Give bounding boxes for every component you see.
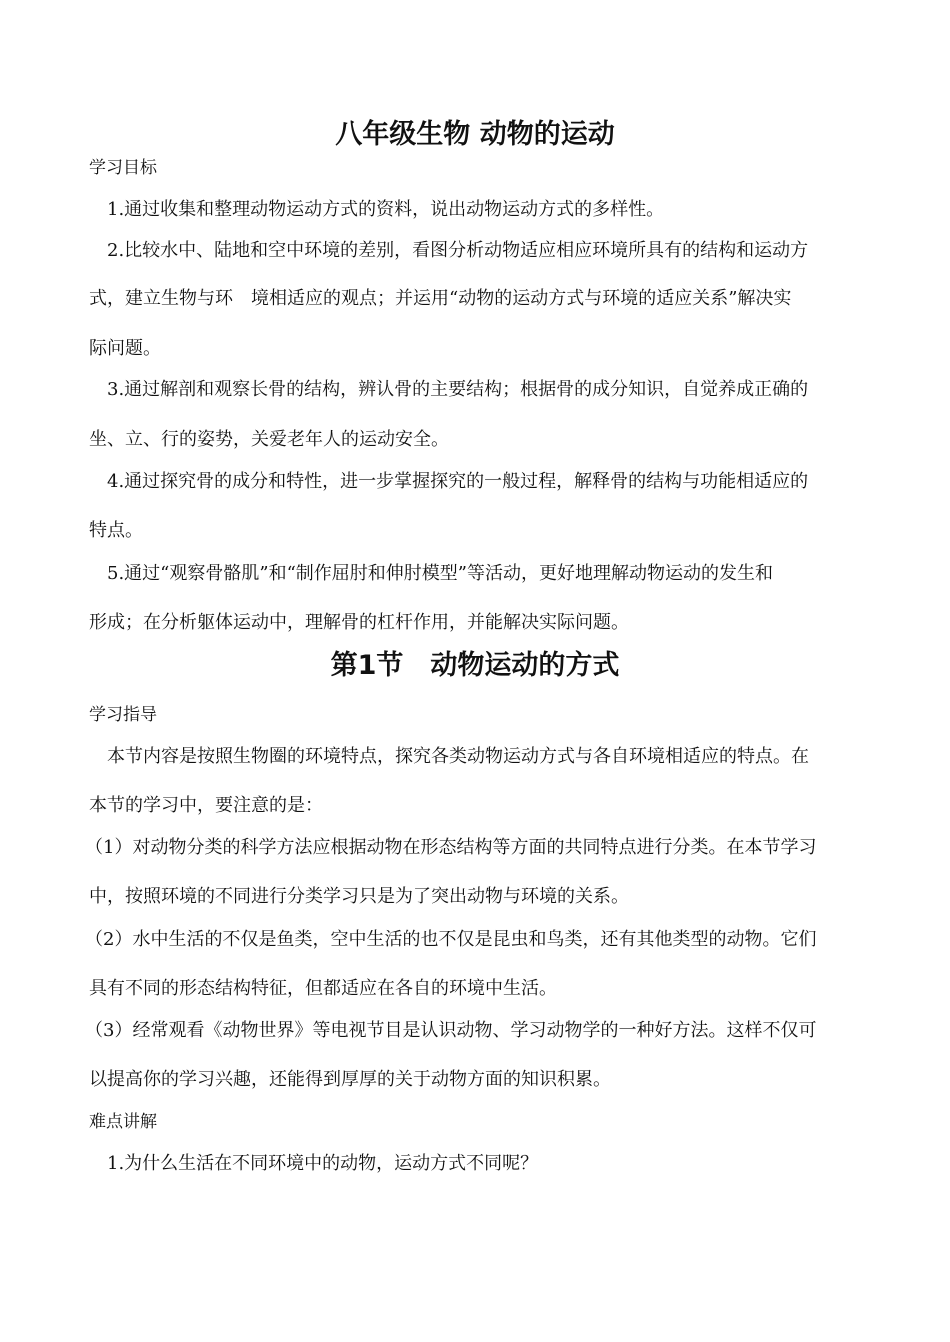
objective-line: 1.通过收集和整理动物运动方式的资料，说出动物运动方式的多样性。	[107, 199, 665, 220]
objective-line: 4.通过探究骨的成分和特性，进一步掌握探究的一般过程，解释骨的结构与功能相适应的	[107, 471, 809, 492]
objective-line: 坐、立、行的姿势，关爱老年人的运动安全。	[89, 429, 449, 450]
document-title: 八年级生物 动物的运动	[335, 119, 615, 150]
objective-line: 形成；在分析躯体运动中，理解骨的杠杆作用，并能解决实际问题。	[89, 612, 629, 633]
objective-line: 2.比较水中、陆地和空中环境的差别，看图分析动物适应相应环境所具有的结构和运动方	[107, 240, 809, 261]
objective-line: 式，建立生物与环 境相适应的观点；并运用“动物的运动方式与环境的适应关系”解决实	[89, 288, 792, 309]
guidance-line: 中，按照环境的不同进行分类学习只是为了突出动物与环境的关系。	[89, 886, 629, 907]
objective-line: 际问题。	[89, 338, 161, 359]
objective-line: 特点。	[89, 520, 143, 541]
guidance-line: 以提高你的学习兴趣，还能得到厚厚的关于动物方面的知识积累。	[89, 1069, 611, 1090]
guidance-line: 本节的学习中，要注意的是：	[89, 795, 323, 816]
guidance-line: （2）水中生活的不仅是鱼类，空中生活的也不仅是昆虫和鸟类，还有其他类型的动物。它们	[85, 929, 817, 950]
section-title: 第1节 动物运动的方式	[330, 650, 620, 681]
objective-line: 3.通过解剖和观察长骨的结构，辨认骨的主要结构；根据骨的成分知识，自觉养成正确的	[107, 379, 809, 400]
guidance-line: （1）对动物分类的科学方法应根据动物在形态结构等方面的共同特点进行分类。在本节学习	[85, 837, 817, 858]
objective-line: 5.通过“观察骨骼肌”和“制作屈肘和伸肘模型”等活动，更好地理解动物运动的发生和	[107, 563, 773, 584]
guidance-heading: 学习指导	[89, 705, 157, 725]
objectives-heading: 学习目标	[89, 158, 157, 178]
guidance-line: 本节内容是按照生物圈的环境特点，探究各类动物运动方式与各自环境相适应的特点。在	[107, 746, 809, 767]
difficulty-line: 1.为什么生活在不同环境中的动物，运动方式不同呢？	[107, 1153, 539, 1174]
guidance-line: （3）经常观看《动物世界》等电视节目是认识动物、学习动物学的一种好方法。这样不仅可	[85, 1020, 817, 1041]
guidance-line: 具有不同的形态结构特征，但都适应在各自的环境中生活。	[89, 978, 557, 999]
difficulties-heading: 难点讲解	[89, 1112, 157, 1132]
